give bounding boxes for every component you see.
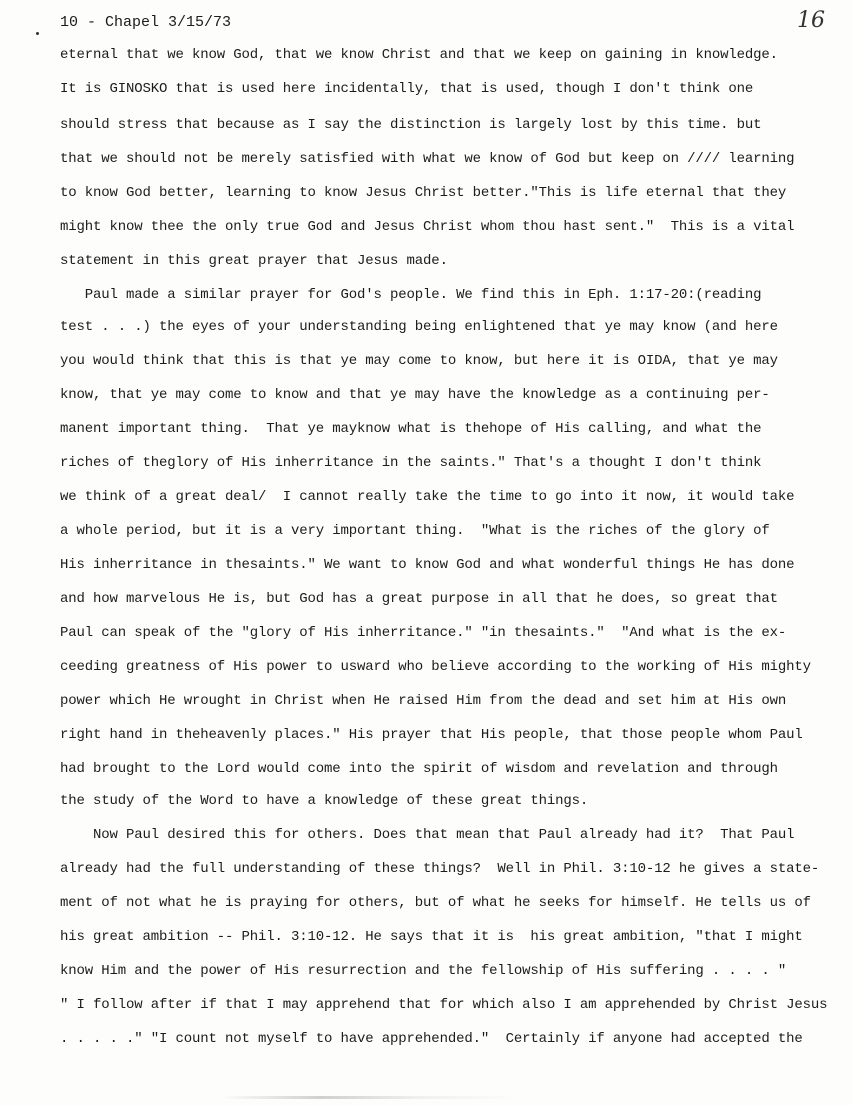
text-line: Now Paul desired this for others. Does that mean that Paul already had it? That Paul [60, 827, 795, 843]
text-line: eternal that we know God, that we know Christ and that we keep on gaining in knowledge. [60, 47, 778, 63]
text-line: should stress that because as I say the distinction is largely lost by this time. but [60, 117, 762, 133]
ink-mark [36, 32, 39, 35]
text-line: Paul can speak of the "glory of His inherritance." "in thesaints." "And what is the ex- [60, 625, 787, 641]
text-line: know Him and the power of His resurrection and the fellowship of His suffering . . . . " [60, 963, 787, 979]
text-line: statement in this great prayer that Jesus made. [60, 253, 448, 269]
text-line: ceeding greatness of His power to usward who believe according to the working of His mighty [60, 659, 811, 675]
text-line: power which He wrought in Christ when He raised Him from the dead and set him at His own [60, 693, 787, 709]
text-line: might know thee the only true God and Jesus Christ whom thou hast sent." This is a vital [60, 219, 795, 235]
text-line: . . . . ." "I count not myself to have apprehended." Certainly if anyone had accepted the [60, 1031, 803, 1047]
text-line: to know God better, learning to know Jesus Christ better."This is life eternal that they [60, 185, 787, 201]
scan-smudge [220, 1096, 520, 1099]
text-line: already had the full understanding of these things? Well in Phil. 3:10-12 he gives a state- [60, 861, 820, 877]
page-header-title: 10 - Chapel 3/15/73 [60, 14, 232, 31]
text-line: the study of the Word to have a knowledge of these great things. [60, 793, 589, 809]
text-line: Paul made a similar prayer for God's people. We find this in Eph. 1:17-20:(reading [60, 287, 762, 303]
text-line: right hand in theheavenly places." His prayer that His people, that those people whom Paul [60, 727, 803, 743]
text-line: know, that ye may come to know and that ye may have the knowledge as a continuing per- [60, 387, 770, 403]
text-line: It is GINOSKO that is used here incidentally, that is used, though I don't think one [60, 81, 754, 97]
text-line: a whole period, but it is a very important thing. "What is the riches of the glory of [60, 523, 770, 539]
text-line: ment of not what he is praying for others, but of what he seeks for himself. He tells us of [60, 895, 811, 911]
text-line: manent important thing. That ye mayknow what is thehope of His calling, and what the [60, 421, 762, 437]
text-line: riches of theglory of His inherritance in the saints." That's a thought I don't think [60, 455, 762, 471]
handwritten-page-number: 16 [797, 8, 825, 33]
text-line: and how marvelous He is, but God has a great purpose in all that he does, so great that [60, 591, 778, 607]
text-line: test . . .) the eyes of your understanding being enlightened that ye may know (and here [60, 319, 778, 335]
text-line: had brought to the Lord would come into the spirit of wisdom and revelation and through [60, 761, 778, 777]
text-line: His inherritance in thesaints." We want to know God and what wonderful things He has done [60, 557, 795, 573]
text-line: that we should not be merely satisfied with what we know of God but keep on //// learning [60, 151, 795, 167]
text-line: you would think that this is that ye may come to know, but here it is OIDA, that ye may [60, 353, 778, 369]
text-line: " I follow after if that I may apprehend that for which also I am apprehended by Christ Jesus [60, 997, 828, 1013]
text-line: his great ambition -- Phil. 3:10-12. He says that it is his great ambition, "that I might [60, 929, 803, 945]
text-line: we think of a great deal/ I cannot really take the time to go into it now, it would take [60, 489, 795, 505]
